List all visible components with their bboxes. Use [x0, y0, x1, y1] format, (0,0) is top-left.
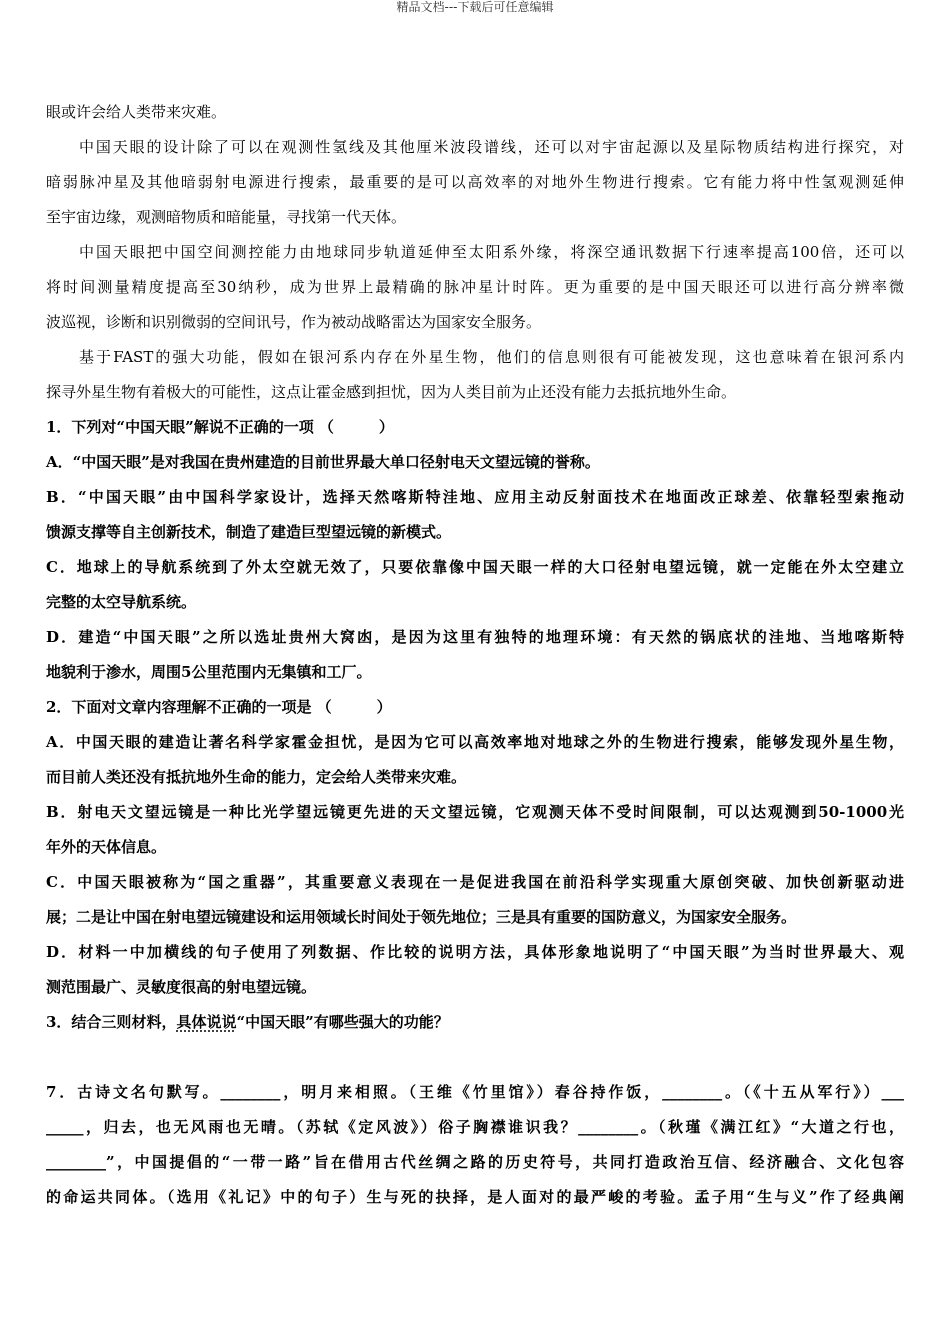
question-7-line: 7．古诗文名句默写。________，明月来相照。（王维《竹里馆》）春谷持作饭，________。（《十五从军行》）___ — [46, 1083, 904, 1101]
passage-line: 波巡视，诊断和识别微弱的空间讯号，作为被动战略雷达为国家安全服务。 — [46, 313, 542, 331]
passage-line: 暗弱脉冲星及其他暗弱射电源进行搜索，最重要的是可以高效率的对地外生物进行搜索。它有能力将中性氢观测延伸 — [46, 173, 904, 191]
section-gap — [46, 1040, 904, 1075]
passage-line: 中国天眼把中国空间测控能力由地球同步轨道延伸至太阳系外缘，将深空通讯数据下行速率提高100倍，还可以 — [79, 243, 904, 261]
question-1-option-d: D．建造“中国天眼”之所以选址贵州大窝凼，是因为这里有独特的地理环境：有天然的锅底状的洼地、当地喀斯特 — [46, 628, 904, 646]
document-body — [46, 95, 904, 1215]
question-1-option-d-cont: 地貌利于渗水，周围5公里范围内无集镇和工厂。 — [46, 663, 372, 681]
question-2-option-b-cont: 年外的天体信息。 — [46, 838, 167, 856]
question-1-option-c: C．地球上的导航系统到了外太空就无效了，只要依靠像中国天眼一样的大口径射电望远镜，就一定能在外太空建立 — [46, 558, 904, 576]
question-7-line: _____，归去，也无风雨也无晴。（苏轼《定风波》）俗子胸襟谁识我？________。（秋瑾《满江红》“大道之行也， — [46, 1118, 904, 1136]
question-3-prefix: 3．结合三则材料， — [46, 1013, 177, 1031]
question-3-stem — [46, 1005, 904, 1040]
question-2-option-b: B．射电天文望远镜是一种比光学望远镜更先进的天文望远镜，它观测天体不受时间限制，可以达观测到50-1000光 — [46, 803, 904, 821]
passage-line: 眼或许会给人类带来灾难。 — [46, 103, 227, 121]
question-2-option-a: A．中国天眼的建造让著名科学家霍金担忧，是因为它可以高效率地对地球之外的生物进行搜索，能够发现外星生物， — [46, 733, 904, 751]
question-2-stem: 2．下面对文章内容理解不正确的一项是 （ ） — [46, 698, 392, 716]
question-3-emphasis: 具体说说 — [176, 1013, 237, 1031]
question-1-option-c-cont: 完整的太空导航系统。 — [46, 593, 197, 611]
question-7-line: 的命运共同体。（选用《礼记》中的句子）生与死的抉择，是人面对的最严峻的考验。孟子用“生与义”作了经典阐 — [46, 1188, 904, 1206]
passage-line: 中国天眼的设计除了可以在观测性氢线及其他厘米波段谱线，还可以对宇宙起源以及星际物质结构进行探究，对 — [79, 138, 904, 156]
question-2-option-a-cont: 而目前人类还没有抵抗地外生命的能力，定会给人类带来灾难。 — [46, 768, 467, 786]
passage-line: 将时间测量精度提高至30纳秒，成为世界上最精确的脉冲星计时阵。更为重要的是中国天眼还可以进行高分辨率微 — [46, 278, 904, 296]
passage-line: 探寻外星生物有着极大的可能性，这点让霍金感到担忧，因为人类目前为止还没有能力去抵抗地外生命。 — [46, 383, 737, 401]
question-2-option-c-cont: 展；二是让中国在射电望远镜建设和运用领域长时间处于领先地位；三是具有重要的国防意义，为国家安全服务。 — [46, 908, 797, 926]
question-1-option-b: B．“中国天眼”由中国科学家设计，选择天然喀斯特洼地、应用主动反射面技术在地面改正球差、依靠轻型索拖动 — [46, 488, 904, 506]
question-2-option-d: D．材料一中加横线的句子使用了列数据、作比较的说明方法，具体形象地说明了“中国天眼”为当时世界最大、观 — [46, 943, 904, 961]
passage-line: 基于FAST的强大功能，假如在银河系内存在外星生物，他们的信息则很有可能被发现，这也意味着在银河系内 — [79, 348, 904, 366]
question-2-option-c: C．中国天眼被称为“国之重器”，其重要意义表现在一是促进我国在前沿科学实现重大原创突破、加快创新驱动进 — [46, 873, 904, 891]
question-1-option-b-cont: 馈源支撑等自主创新技术，制造了建造巨型望远镜的新模式。 — [46, 523, 452, 541]
page-header: 精品文档---下载后可任意编辑 — [396, 0, 554, 14]
question-3-suffix: “中国天眼”有哪些强大的功能？ — [236, 1013, 449, 1031]
question-1-stem: 1．下列对“中国天眼”解说不正确的一项 （ ） — [46, 418, 394, 436]
question-1-option-a: A．“中国天眼”是对我国在贵州建造的目前世界最大单口径射电天文望远镜的誉称。 — [46, 453, 600, 471]
passage-line: 至宇宙边缘，观测暗物质和暗能量，寻找第一代天体。 — [46, 208, 407, 226]
question-2-option-d-cont: 测范围最广、灵敏度很高的射电望远镜。 — [46, 978, 317, 996]
question-7-line: ________”，中国提倡的“一带一路”旨在借用古代丝绸之路的历史符号，共同打造政治互信、经济融合、文化包容 — [46, 1153, 904, 1171]
